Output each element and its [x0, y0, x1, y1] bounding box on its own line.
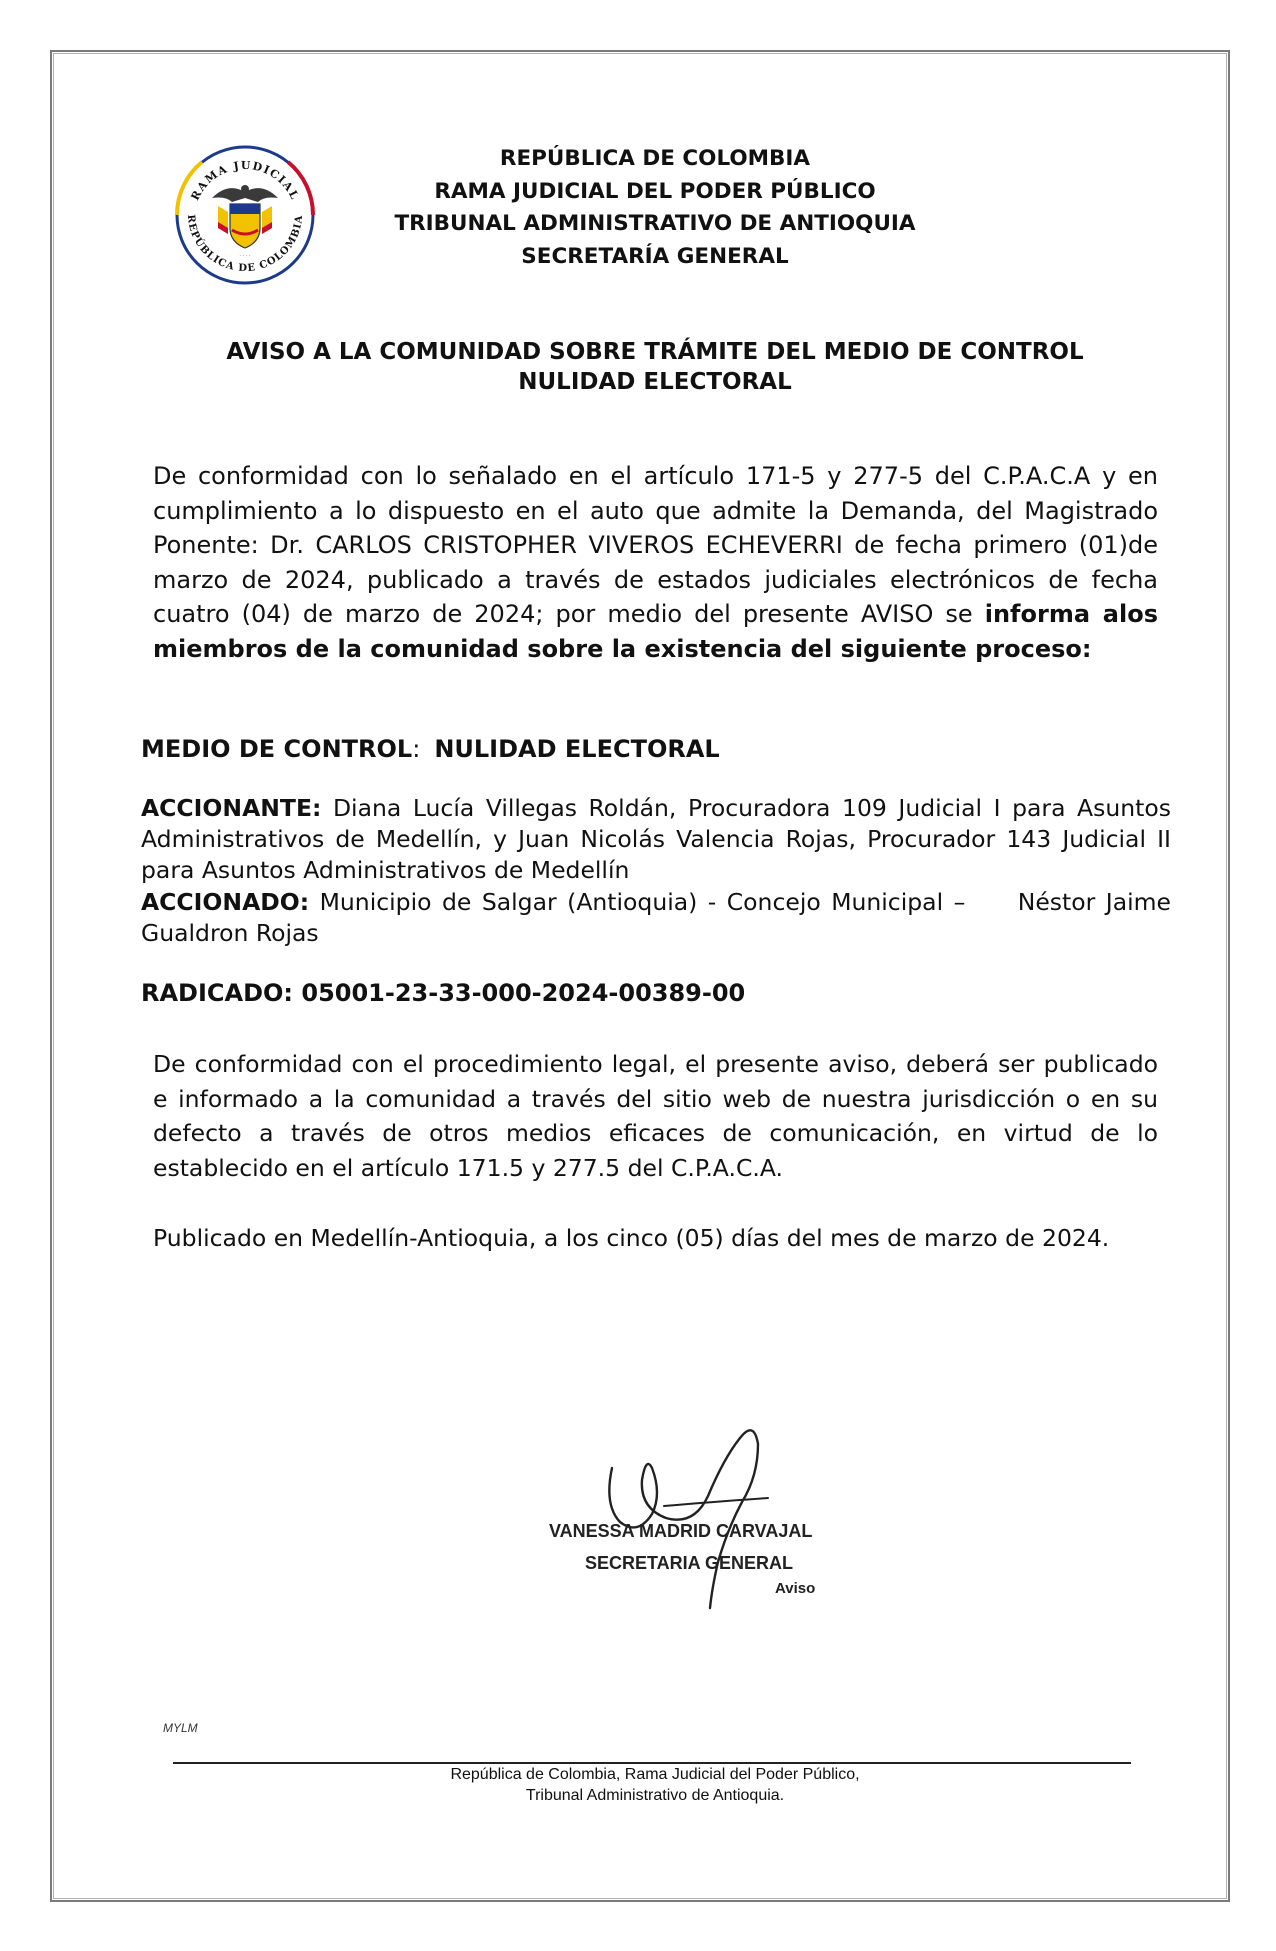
- typist-initials: MYLM: [163, 1721, 198, 1735]
- intro-text: De conformidad con lo señalado en el artículo 171-5 y 277-5 del C.P.A.C.A y en cumplimiento a lo dispuesto en el auto que admite la Demanda, del Magistrado Ponente: Dr. CARLOS CRISTOPHER VIVEROS ECHEVERRI de fecha primero (01)de marzo de 2024, publicado a través de estados judiciales electrónicos de fecha cuatro (04) de marzo de 2024; por medio del presente AVISO se: [153, 462, 1158, 628]
- accionante-value: Diana Lucía Villegas Roldán, Procuradora 109 Judicial I para Asuntos Administrativos de Medellín, y Juan Nicolás Valencia Rojas, Procurador 143 Judicial II para Asuntos Administrativos de Medellín: [141, 794, 1171, 884]
- notice-title: [140, 337, 1170, 397]
- medio-value: NULIDAD ELECTORAL: [434, 735, 720, 763]
- signer-name: VANESSA MADRID CARVAJAL: [549, 1521, 813, 1541]
- accionante-label: ACCIONANTE:: [141, 794, 322, 822]
- letterhead: [300, 143, 1010, 273]
- seal-bottom-text: REPÚBLICA DE COLOMBIA: [184, 214, 306, 275]
- header-office: SECRETARÍA GENERAL: [521, 243, 789, 269]
- handwritten-signature: [590, 1410, 770, 1610]
- signer-reference: Aviso: [775, 1580, 816, 1597]
- page-border-inner: [53, 53, 1227, 1899]
- svg-text:· · · ·: · · · ·: [239, 253, 251, 259]
- accionado-value: Municipio de Salgar (Antioquia) - Concejo Municipal – Néstor Jaime Gualdron Rojas: [141, 888, 1179, 947]
- header-country: REPÚBLICA DE COLOMBIA: [499, 146, 811, 171]
- header-branch: RAMA JUDICIAL DEL PODER PÚBLICO: [434, 178, 876, 204]
- notice-title-line1: AVISO A LA COMUNIDAD SOBRE TRÁMITE DEL MEDIO DE CONTROL: [226, 339, 1084, 365]
- header-tribunal: TRIBUNAL ADMINISTRATIVO DE ANTIOQUIA: [394, 211, 916, 236]
- medio-separator: :: [412, 735, 421, 763]
- accionante: [141, 793, 1171, 886]
- footer-line2: Tribunal Administrativo de Antioquia.: [525, 1787, 785, 1804]
- accionado: [141, 887, 1179, 949]
- medio-de-control: [141, 734, 1171, 765]
- notice-title-line2: NULIDAD ELECTORAL: [518, 369, 792, 395]
- rama-judicial-seal: [172, 142, 318, 288]
- medio-label: MEDIO DE CONTROL: [141, 735, 413, 763]
- page-footer: [300, 1764, 1010, 1806]
- accionado-label: ACCIONADO:: [141, 888, 310, 916]
- procedure-paragraph: De conformidad con el procedimiento legal, el presente aviso, deberá ser publicado e informado a la comunidad a través del sitio web de nuestra jurisdicción o en su defecto a través de otros medios eficaces de comunicación, en virtud de lo establecido en el artículo 171.5 y 277.5 del C.P.A.C.A.: [153, 1050, 1158, 1182]
- footer-line1: República de Colombia, Rama Judicial del Poder Público,: [450, 1766, 860, 1783]
- intro-bold-text: informa alos miembros de la comunidad sobre la existencia del siguiente proceso:: [153, 600, 1158, 663]
- intro-paragraph: [153, 459, 1158, 666]
- published-paragraph: Publicado en Medellín-Antioquia, a los cinco (05) días del mes de marzo de 2024.: [153, 1224, 1110, 1252]
- seal-top-text: RAMA JUDICIAL: [188, 158, 302, 203]
- radicado: RADICADO: 05001-23-33-000-2024-00389-00: [141, 979, 746, 1007]
- signer-role: SECRETARIA GENERAL: [585, 1553, 794, 1573]
